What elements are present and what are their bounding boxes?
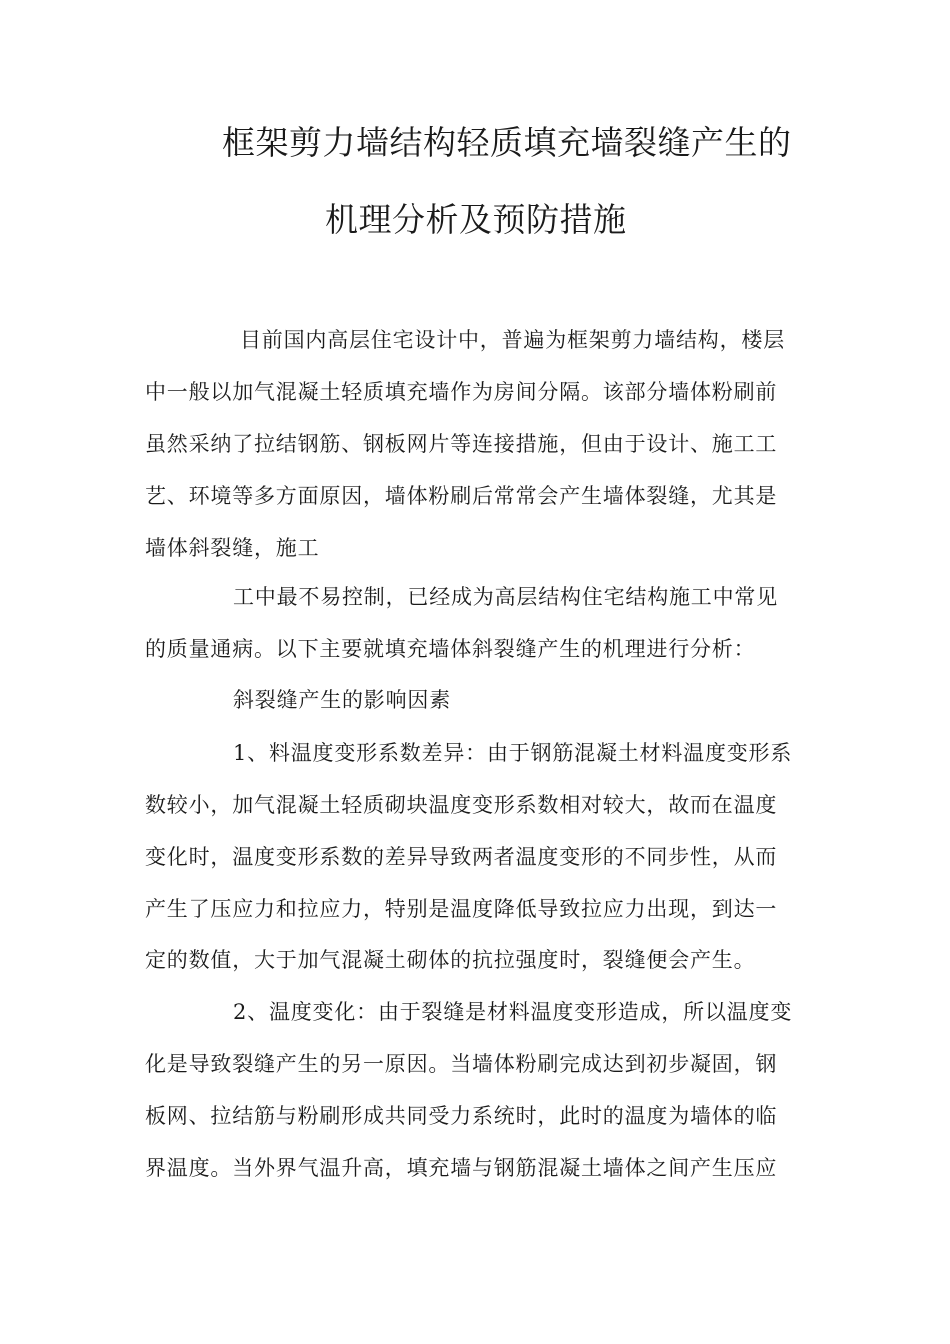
paragraph-line: 目前国内高层住宅设计中，普遍为框架剪力墙结构，楼层	[240, 328, 785, 352]
paragraph-line: 工中最不易控制，已经成为高层结构住宅结构施工中常见	[233, 585, 778, 609]
paragraph-line: 艺、环境等多方面原因，墙体粉刷后常常会产生墙体裂缝，尤其是	[145, 484, 778, 508]
paragraph-line: 定的数值，大于加气混凝土砌体的抗拉强度时，裂缝便会产生。	[145, 948, 756, 972]
paragraph-line: 的质量通病。以下主要就填充墙体斜裂缝产生的机理进行分析：	[145, 637, 756, 661]
paragraph-line: 产生了压应力和拉应力，特别是温度降低导致拉应力出现，到达一	[145, 897, 778, 921]
paragraph-line: 数较小，加气混凝土轻质砌块温度变形系数相对较大，故而在温度	[145, 793, 778, 817]
section-heading: 斜裂缝产生的影响因素	[233, 688, 451, 712]
paragraph-line: 中一般以加气混凝土轻质填充墙作为房间分隔。该部分墙体粉刷前	[145, 380, 778, 404]
paragraph-line: 板网、拉结筋与粉刷形成共同受力系统时，此时的温度为墙体的临	[145, 1104, 778, 1128]
paragraph-line: 虽然采纳了拉结钢筋、钢板网片等连接措施，但由于设计、施工工	[145, 432, 778, 456]
document-title-line-2: 机理分析及预防措施	[325, 200, 627, 239]
paragraph-line: 2、温度变化：由于裂缝是材料温度变形造成，所以温度变	[233, 1000, 793, 1024]
document-title-line-1: 框架剪力墙结构轻质填充墙裂缝产生的	[222, 123, 792, 162]
paragraph-line: 变化时，温度变形系数的差异导致两者温度变形的不同步性，从而	[145, 845, 778, 869]
paragraph-line: 化是导致裂缝产生的另一原因。当墙体粉刷完成达到初步凝固，钢	[145, 1052, 778, 1076]
paragraph-line: 1、料温度变形系数差异：由于钢筋混凝土材料温度变形系	[233, 741, 793, 765]
paragraph-line: 墙体斜裂缝，施工	[145, 536, 320, 560]
paragraph-line: 界温度。当外界气温升高，填充墙与钢筋混凝土墙体之间产生压应	[145, 1156, 778, 1180]
